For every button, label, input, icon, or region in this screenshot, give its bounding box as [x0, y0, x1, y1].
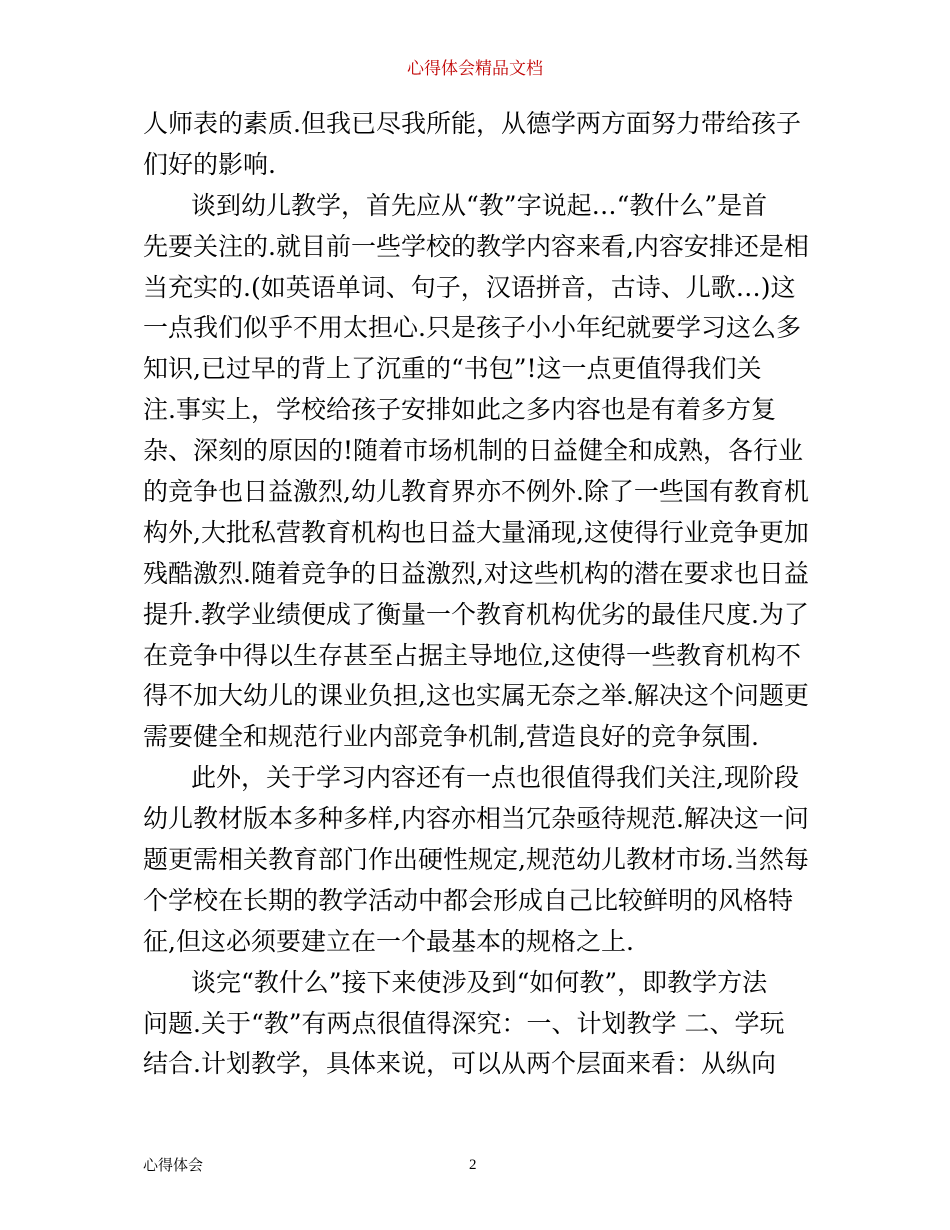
text-line: 杂、深刻的原因的!随着市场机制的日益健全和成熟，各行业: [143, 436, 804, 466]
text-line: 构外,大批私营教育机构也日益大量涌现,这使得行业竞争更加: [143, 517, 809, 547]
text-line: 人师表的素质.但我已尽我所能，从德学两方面努力带给孩子: [143, 109, 801, 138]
paragraph-start-line: 谈到幼儿教学，首先应从“教”字说起…“教什么”是首: [191, 190, 768, 220]
text-line: 残酷激烈.随着竞争的日益激烈,对这些机构的潜在要求也日益: [143, 558, 809, 588]
page-header-title: 心得体会精品文档: [407, 59, 543, 79]
document-body: [143, 104, 823, 1085]
text-line: 征,但这必须要建立在一个最基本的规格之上.: [143, 926, 634, 956]
text-line: 幼儿教材版本多种多样,内容亦相当冗杂亟待规范.解决这一问: [143, 804, 809, 834]
text-line: 需要健全和规范行业内部竞争机制,营造良好的竞争氛围.: [143, 722, 759, 752]
text-line: 当充实的.(如英语单词、句子，汉语拼音，古诗、儿歌…)这: [143, 272, 796, 302]
paragraph-start-line: 谈完“教什么”接下来使涉及到“如何教”，即教学方法: [191, 967, 768, 997]
text-line: 个学校在长期的教学活动中都会形成自己比较鲜明的风格特: [143, 885, 794, 915]
text-line: 先要关注的.就目前一些学校的教学内容来看,内容安排还是相: [143, 231, 809, 261]
paragraph-start-line: 此外，关于学习内容还有一点也很值得我们关注,现阶段: [191, 763, 799, 793]
text-line: 注.事实上，学校给孩子安排如此之多内容也是有着多方复: [143, 395, 776, 425]
text-line: 知识,已过早的背上了沉重的“书包”!这一点更值得我们关: [143, 354, 762, 384]
text-line: 在竞争中得以生存甚至占据主导地位,这使得一些教育机构不: [143, 640, 801, 670]
text-line: 的竞争也日益激烈,幼儿教育界亦不例外.除了一些国有教育机: [143, 477, 809, 507]
text-line: 一点我们似乎不用太担心.只是孩子小小年纪就要学习这么多: [143, 313, 801, 343]
page-number: 2: [469, 1157, 477, 1173]
footer-label: 心得体会: [143, 1156, 204, 1174]
text-line: 提升.教学业绩便成了衡量一个教育机构优劣的最佳尺度.为了: [143, 599, 809, 629]
text-line: 结合.计划教学，具体来说，可以从两个层面来看：从纵向: [143, 1049, 776, 1079]
text-line: 题更需相关教育部门作出硬性规定,规范幼儿教材市场.当然每: [143, 845, 809, 875]
text-line: 问题.关于“教”有两点很值得深究：一、计划教学 二、学玩: [143, 1008, 785, 1038]
text-line: 得不加大幼儿的课业负担,这也实属无奈之举.解决这个问题更: [143, 681, 809, 711]
text-line: 们好的影响.: [143, 149, 276, 179]
